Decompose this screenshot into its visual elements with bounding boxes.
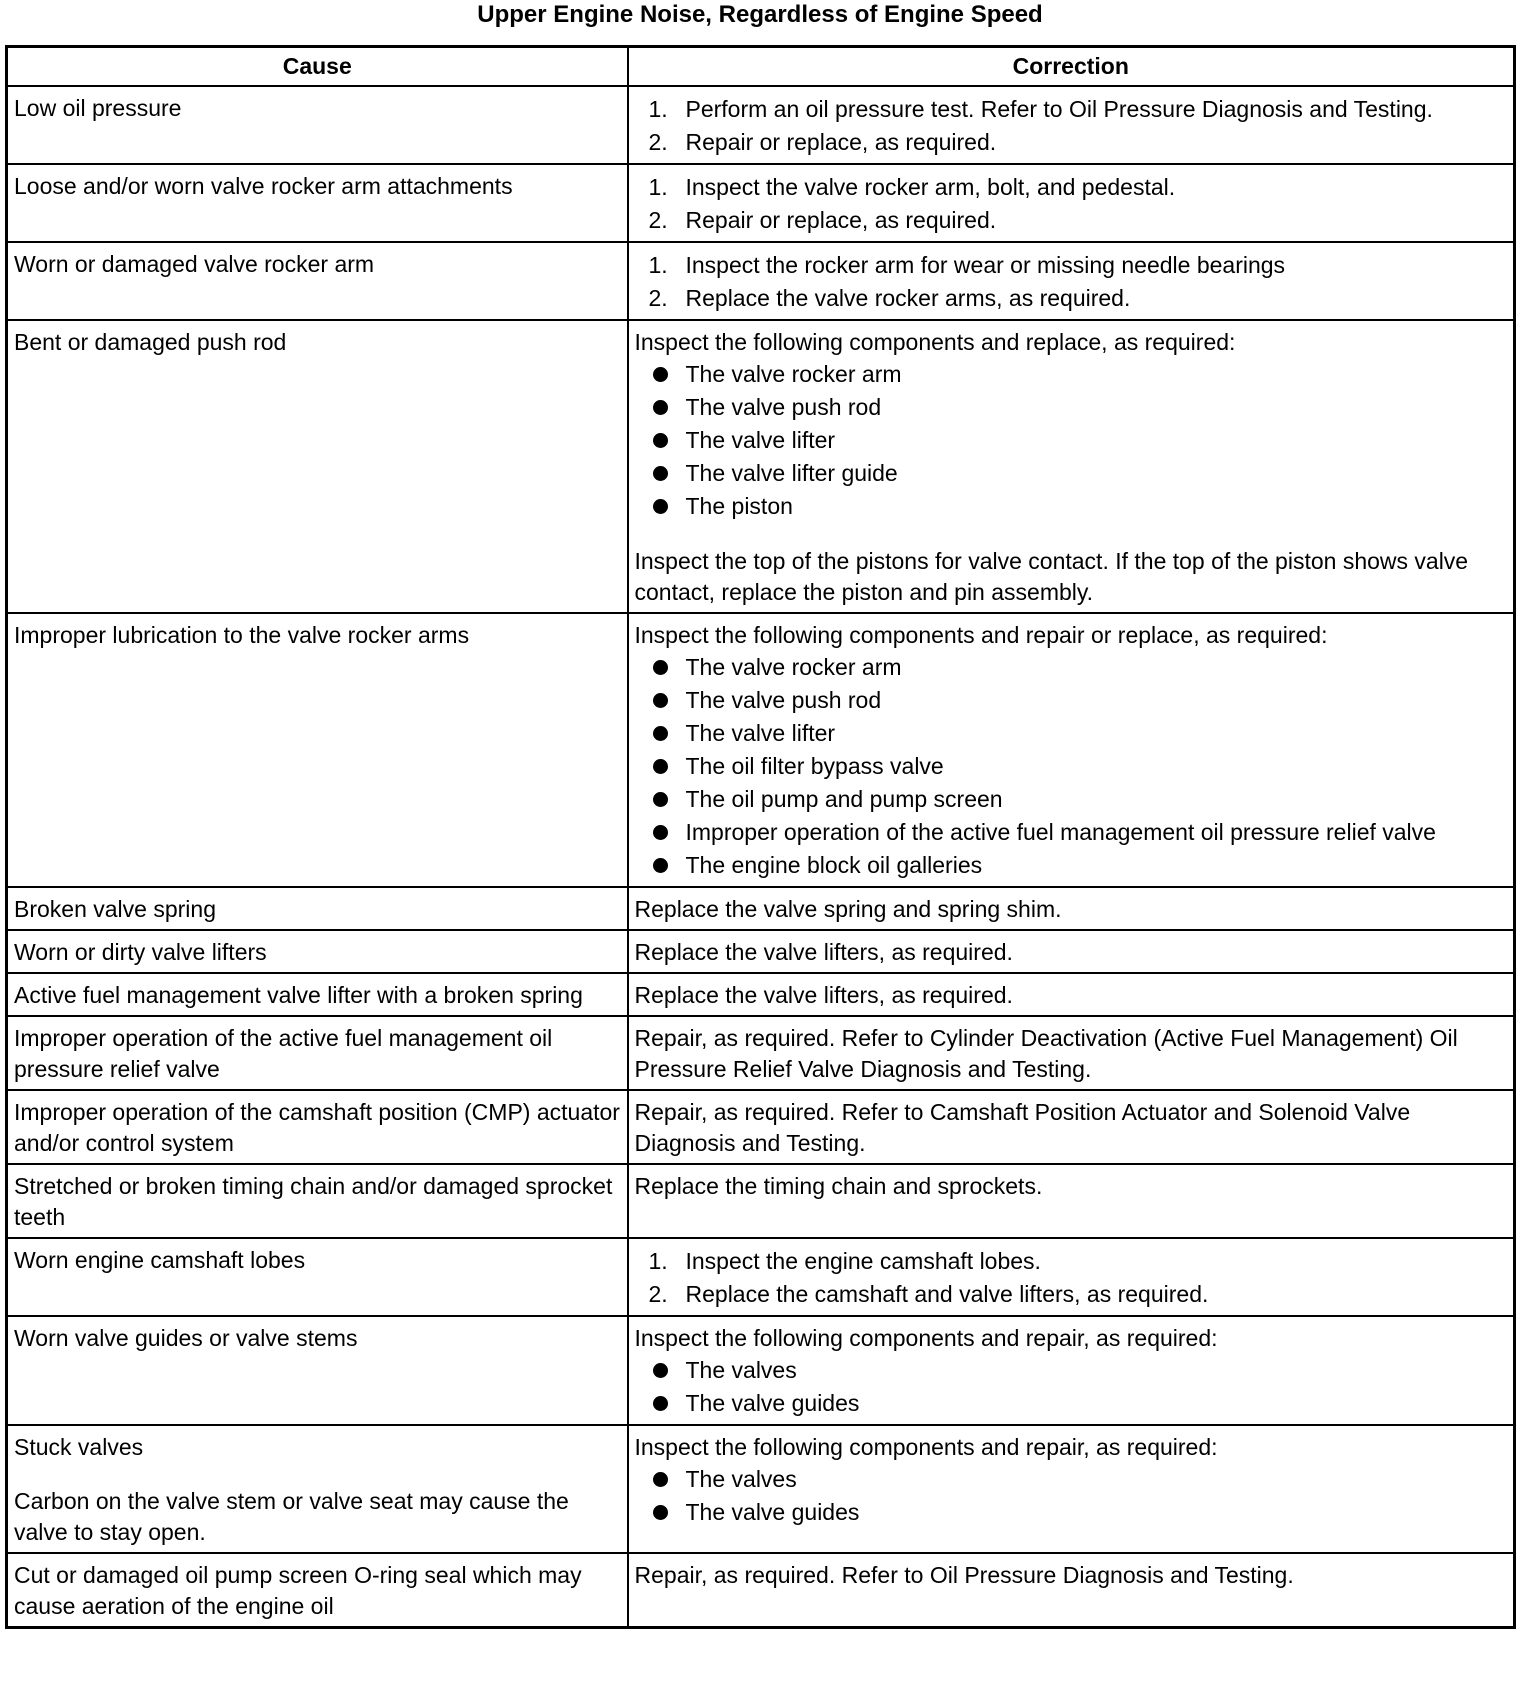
step-number: 2.	[648, 285, 668, 311]
bullet-icon	[653, 499, 668, 514]
correction-text: Repair, as required. Refer to Cylinder Deactivation (Active Fuel Management) Oil Pressure Relief Valve Diagnosis and Testing.	[634, 1025, 1458, 1082]
correction-intro: Inspect the following components and replace, as required:	[634, 329, 1236, 355]
correction-intro: Inspect the following components and repair or replace, as required:	[634, 622, 1328, 648]
list-item-text: The valve rocker arm	[685, 654, 902, 680]
list-item-text: The valves	[685, 1466, 797, 1492]
table-row	[7, 164, 1515, 242]
table-row	[7, 887, 1515, 930]
correction-text: Replace the valve lifters, as required.	[634, 982, 1013, 1008]
step-text: Perform an oil pressure test. Refer to Oil Pressure Diagnosis and Testing.	[685, 96, 1433, 122]
cause-cell	[7, 1164, 628, 1238]
cause-text: Improper lubrication to the valve rocker arms	[14, 622, 470, 648]
list-item-text: The valve push rod	[685, 687, 882, 713]
cause-cell	[7, 1090, 628, 1164]
correction-steps	[635, 1245, 1508, 1311]
step-number: 1.	[648, 252, 668, 278]
bullet-icon	[653, 466, 668, 481]
bullet-icon	[653, 726, 668, 741]
cause-text: Worn or dirty valve lifters	[14, 939, 267, 965]
correction-text: Replace the timing chain and sprockets.	[634, 1173, 1043, 1199]
cause-text: Worn engine camshaft lobes	[14, 1247, 306, 1273]
table-row	[7, 1090, 1515, 1164]
cause-text: Active fuel management valve lifter with a broken spring	[14, 982, 583, 1008]
step-item	[635, 282, 1508, 315]
table-row	[7, 1238, 1515, 1316]
list-item-text: The oil filter bypass valve	[685, 753, 944, 779]
cause-cell	[7, 1016, 628, 1090]
step-item	[635, 126, 1508, 159]
list-item-text: The valve guides	[685, 1499, 860, 1525]
list-item	[635, 1387, 1508, 1420]
correction-cell	[628, 164, 1515, 242]
bullet-icon	[653, 759, 668, 774]
list-item	[635, 816, 1508, 849]
list-item	[635, 457, 1508, 490]
cause-cell	[7, 887, 628, 930]
cause-text: Stretched or broken timing chain and/or damaged sprocket teeth	[14, 1173, 613, 1230]
correction-intro: Inspect the following components and repair, as required:	[634, 1325, 1218, 1351]
correction-cell	[628, 1090, 1515, 1164]
table-row	[7, 242, 1515, 320]
correction-cell	[628, 973, 1515, 1016]
correction-cell	[628, 613, 1515, 887]
correction-cell	[628, 1553, 1515, 1628]
list-item-text: The valves	[685, 1357, 797, 1383]
bullet-icon	[653, 693, 668, 708]
bullet-icon	[653, 858, 668, 873]
list-item-text: The valve push rod	[685, 394, 882, 420]
correction-cell	[628, 887, 1515, 930]
table-body	[7, 86, 1515, 1628]
table-row	[7, 320, 1515, 613]
cause-cell	[7, 164, 628, 242]
bullet-icon	[653, 1505, 668, 1520]
bullet-icon	[653, 792, 668, 807]
step-text: Replace the valve rocker arms, as required.	[685, 285, 1131, 311]
bullet-icon	[653, 1396, 668, 1411]
list-item-text: Improper operation of the active fuel management oil pressure relief valve	[685, 819, 1436, 845]
correction-cell	[628, 1425, 1515, 1553]
step-text: Replace the camshaft and valve lifters, as required.	[685, 1281, 1209, 1307]
list-item-text: The piston	[685, 493, 793, 519]
cause-cell	[7, 1316, 628, 1425]
table-row	[7, 1316, 1515, 1425]
table-row	[7, 1164, 1515, 1238]
cause-text: Worn or damaged valve rocker arm	[14, 251, 375, 277]
correction-steps	[635, 171, 1508, 237]
step-number: 1.	[648, 96, 668, 122]
cause-text: Bent or damaged push rod	[14, 329, 287, 355]
step-item	[635, 204, 1508, 237]
correction-steps	[635, 93, 1508, 159]
cause-cell	[7, 930, 628, 973]
cause-text: Worn valve guides or valve stems	[14, 1325, 358, 1351]
bullet-icon	[653, 400, 668, 415]
step-text: Repair or replace, as required.	[685, 207, 997, 233]
cause-text: Loose and/or worn valve rocker arm attachments	[14, 173, 513, 199]
page-title: Upper Engine Noise, Regardless of Engine Speed	[477, 1, 1043, 28]
bullet-icon	[653, 433, 668, 448]
correction-cell	[628, 1016, 1515, 1090]
step-item	[635, 249, 1508, 282]
cause-text: Broken valve spring	[14, 896, 216, 922]
list-item	[635, 717, 1508, 750]
bullet-icon	[653, 1363, 668, 1378]
correction-note: Inspect the top of the pistons for valve contact. If the top of the piston shows valve contact, replace the piston and pin assembly.	[634, 548, 1469, 605]
table-row	[7, 86, 1515, 164]
list-item-text: The oil pump and pump screen	[685, 786, 1003, 812]
correction-text: Repair, as required. Refer to Oil Pressure Diagnosis and Testing.	[634, 1562, 1294, 1588]
diagnosis-table	[5, 45, 1516, 1629]
list-item	[635, 1354, 1508, 1387]
list-item-text: The valve rocker arm	[685, 361, 902, 387]
correction-intro: Inspect the following components and repair, as required:	[634, 1434, 1218, 1460]
component-list	[635, 1354, 1508, 1420]
table-row	[7, 613, 1515, 887]
list-item	[635, 490, 1508, 523]
step-item	[635, 1278, 1508, 1311]
table-row	[7, 1016, 1515, 1090]
list-item-text: The valve lifter	[685, 720, 836, 746]
step-number: 2.	[648, 1281, 668, 1307]
step-number: 1.	[648, 174, 668, 200]
cause-cell	[7, 242, 628, 320]
step-text: Repair or replace, as required.	[685, 129, 997, 155]
bullet-icon	[653, 1472, 668, 1487]
table-row	[7, 973, 1515, 1016]
list-item-text: The valve guides	[685, 1390, 860, 1416]
list-item	[635, 849, 1508, 882]
correction-cell	[628, 1238, 1515, 1316]
cause-note: Carbon on the valve stem or valve seat may cause the valve to stay open.	[14, 1488, 569, 1545]
correction-text: Repair, as required. Refer to Camshaft Position Actuator and Solenoid Valve Diagnosis and Testing.	[634, 1099, 1411, 1156]
correction-steps	[635, 249, 1508, 315]
list-item	[635, 424, 1508, 457]
list-item-text: The valve lifter guide	[685, 460, 898, 486]
correction-cell	[628, 1164, 1515, 1238]
list-item	[635, 750, 1508, 783]
list-item-text: The valve lifter	[685, 427, 836, 453]
step-item	[635, 171, 1508, 204]
cause-text: Low oil pressure	[14, 95, 182, 121]
list-item	[635, 358, 1508, 391]
correction-text: Replace the valve lifters, as required.	[634, 939, 1013, 965]
list-item	[635, 783, 1508, 816]
list-item	[635, 651, 1508, 684]
component-list	[635, 651, 1508, 882]
step-text: Inspect the rocker arm for wear or missing needle bearings	[685, 252, 1286, 278]
cause-text: Stuck valves	[14, 1434, 144, 1460]
bullet-icon	[653, 660, 668, 675]
correction-cell	[628, 930, 1515, 973]
correction-column-header: Correction	[628, 47, 1515, 87]
cause-cell	[7, 320, 628, 613]
list-item-text: The engine block oil galleries	[685, 852, 983, 878]
cause-cell	[7, 1425, 628, 1553]
step-item	[635, 1245, 1508, 1278]
table-row	[7, 1553, 1515, 1628]
step-number: 2.	[648, 129, 668, 155]
bullet-icon	[653, 825, 668, 840]
component-list	[635, 1463, 1508, 1529]
cause-cell	[7, 86, 628, 164]
step-item	[635, 93, 1508, 126]
step-number: 1.	[648, 1248, 668, 1274]
table-row	[7, 1425, 1515, 1553]
correction-cell	[628, 86, 1515, 164]
correction-cell	[628, 1316, 1515, 1425]
table-header-row	[7, 47, 1515, 87]
bullet-icon	[653, 367, 668, 382]
table-row	[7, 930, 1515, 973]
cause-column-header: Cause	[7, 47, 628, 87]
cause-text: Improper operation of the camshaft position (CMP) actuator and/or control system	[14, 1099, 620, 1156]
correction-cell	[628, 242, 1515, 320]
cause-cell	[7, 613, 628, 887]
list-item	[635, 1463, 1508, 1496]
correction-cell	[628, 320, 1515, 613]
step-text: Inspect the engine camshaft lobes.	[685, 1248, 1041, 1274]
component-list	[635, 358, 1508, 523]
step-text: Inspect the valve rocker arm, bolt, and pedestal.	[685, 174, 1176, 200]
cause-text: Improper operation of the active fuel management oil pressure relief valve	[14, 1025, 553, 1082]
cause-cell	[7, 973, 628, 1016]
correction-text: Replace the valve spring and spring shim.	[634, 896, 1062, 922]
cause-cell	[7, 1238, 628, 1316]
list-item	[635, 1496, 1508, 1529]
cause-cell	[7, 1553, 628, 1628]
list-item	[635, 391, 1508, 424]
step-number: 2.	[648, 207, 668, 233]
list-item	[635, 684, 1508, 717]
cause-text: Cut or damaged oil pump screen O-ring seal which may cause aeration of the engine oil	[14, 1562, 582, 1619]
